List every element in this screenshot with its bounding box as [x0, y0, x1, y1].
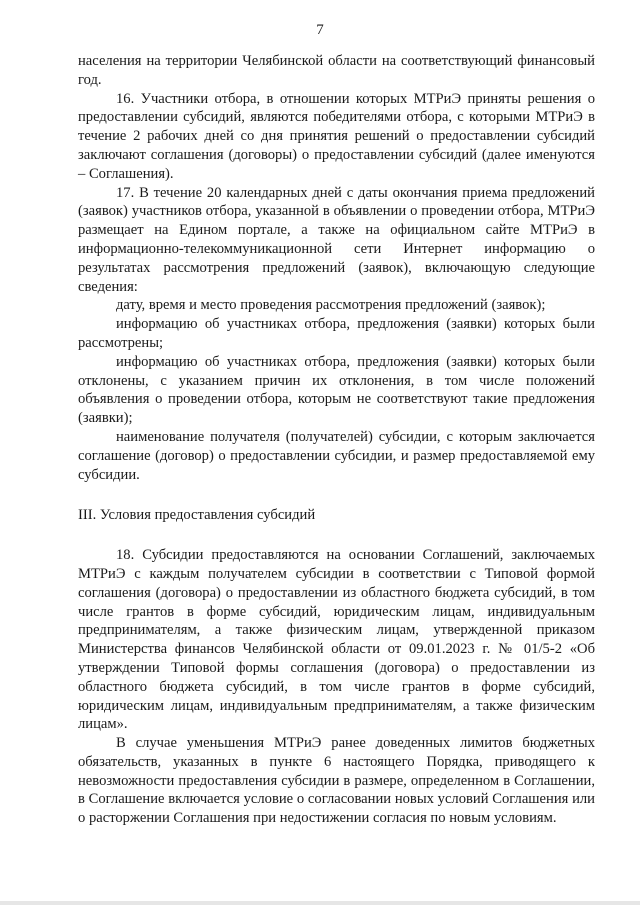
list-item-rejected-participants: информацию об участниках отбора, предложения (заявки) которых были отклонены, с указанием причин их отклонения, в том числе положений объявления о проведении отбора, которым не соответствуют такие предложения (заявки);: [78, 353, 595, 427]
document-body: [78, 52, 595, 828]
list-item-recipient-name: наименование получателя (получателей) субсидии, с которым заключается соглашение (договор) о предоставлении субсидии, и размер предоставляемой ему субсидии.: [78, 428, 595, 483]
section-title: III. Условия предоставления субсидий: [78, 507, 316, 524]
paragraph-17: 17. В течение 20 календарных дней с даты окончания приема предложений (заявок) участников отбора, указанной в объявлении о проведении отбора, МТРиЭ размещает на Едином портале, а также на официальном сайте МТРиЭ в информационно-телекоммуникационной сети Интернет информацию о результатах рассмотрения предложений (заявок), включающую следующие сведения:: [78, 184, 595, 295]
list-item-considered-participants: информацию об участниках отбора, предложения (заявки) которых были рассмотрены;: [78, 316, 595, 351]
paragraph-16: 16. Участники отбора, в отношении которых МТРиЭ приняты решения о предоставлении субсидий, являются победителями отбора, с которыми МТРиЭ в течение 2 рабочих дней со дня принятия решений о предоставлении субсидий заключают соглашения (договоры) о предоставлении субсидий (далее именуются – Соглашения).: [78, 90, 595, 182]
paragraph-18: 18. Субсидии предоставляются на основании Соглашений, заключаемых МТРиЭ с каждым получателем субсидии в соответствии с Типовой формой соглашения (договора) о предоставлении из областного бюджета субсидий, в том числе грантов в форме субсидий, юридическим лицам, индивидуальным предпринимателям, а также физическим лицам, утвержденной приказом Министерства финансов Челябинской области от 09.01.2023 г. № 01/5-2 «Об утверждении Типовой формы соглашения (договора) о предоставлении из областного бюджета субсидий, в том числе грантов в форме субсидий, юридическим лицам, индивидуальным предпринимателям, а также физическим лицам».: [78, 547, 595, 733]
scan-edge: [0, 901, 640, 905]
paragraph-limits-reduction: В случае уменьшения МТРиЭ ранее доведенных лимитов бюджетных обязательств, указанных в пункте 6 настоящего Порядка, приводящего к невозможности предоставления субсидии в размере, определенном в Соглашении, в Соглашение включается условие о согласовании новых условий Соглашения или о расторжении Соглашения при недостижении согласия по новым условиям.: [78, 735, 595, 827]
page-number: 7: [316, 22, 324, 38]
list-item-date-time-place: дату, время и место проведения рассмотрения предложений (заявок);: [116, 297, 546, 314]
paragraph-continuation: населения на территории Челябинской области на соответствующий финансовый год.: [78, 53, 595, 88]
